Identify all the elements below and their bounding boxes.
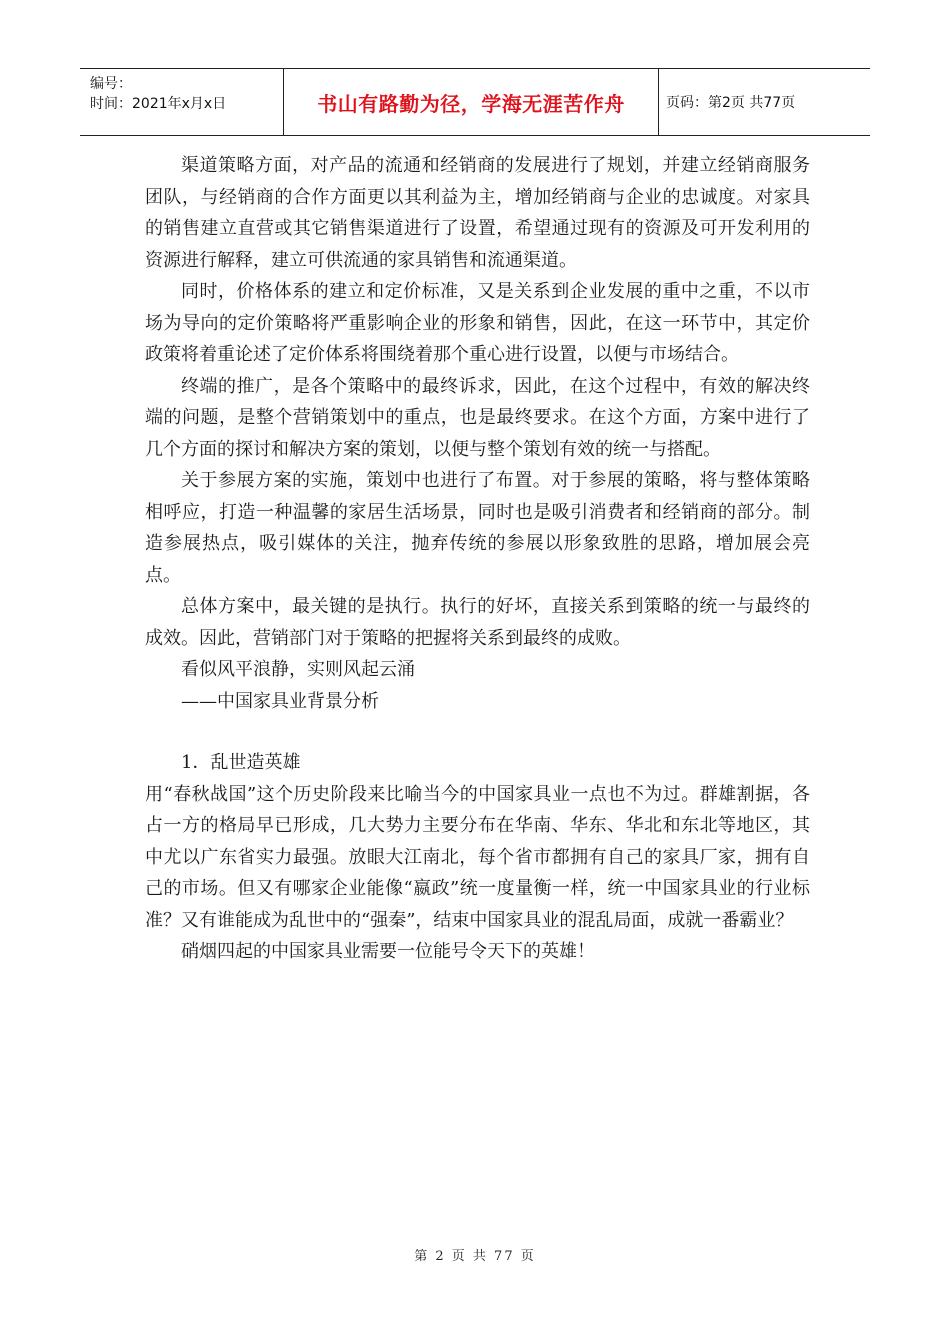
body-paragraph: 总体方案中，最关键的是执行。执行的好坏，直接关系到策略的统一与最终的成效。因此，营销部门对于策略的把握将关系到最终的成败。 (145, 596, 810, 649)
body-paragraph: 同时，价格体系的建立和定价标准，又是关系到企业发展的重中之重，不以市场为导向的定价策略将严重影响企业的形象和销售，因此，在这一环节中，其定价政策将着重论述了定价体系将围绕着那个重心进行设置，以便与市场结合。 (145, 281, 810, 365)
document-body (145, 150, 810, 968)
header-divider (658, 69, 659, 135)
section-paragraph: 硝烟四起的中国家具业需要一位能号令天下的英雄！ (181, 941, 595, 962)
page-header (80, 68, 870, 136)
page-footer: 第 2 页 共 77 页 (414, 1249, 536, 1264)
header-page-info: 页码：第2页 共77页 (666, 95, 796, 111)
subtitle-source: ——中国家具业背景分析 (181, 690, 379, 712)
header-motto: 书山有路勤为径，学海无涯苦作舟 (317, 91, 625, 116)
section-paragraph: 用“春秋战国”这个历史阶段来比喻当今的中国家具业一点也不为过。群雄割据，各占一方的格局早已形成，几大势力主要分布在华南、华东、华北和东北等地区，其中尤以广东省实力最强。放眼大江南北，每个省市都拥有自己的家具厂家，拥有自己的市场。但又有哪家企业能像“嬴政”统一度量衡一样，统一中国家具业的行业标准？又有谁能成为乱世中的“强秦”，结束中国家具业的混乱局面，成就一番霸业？ (145, 783, 810, 931)
spacer (145, 735, 810, 747)
body-paragraph: 渠道策略方面，对产品的流通和经销商的发展进行了规划，并建立经销商服务团队，与经销商的合作方面更以其利益为主，增加经销商与企业的忠诚度。对家具的销售建立直营或其它销售渠道进行了设置，希望通过现有的资源及可开发利用的资源进行解释，建立可供流通的家具销售和流通渠道。 (145, 155, 810, 271)
section-heading: 1．乱世造英雄 (181, 752, 301, 773)
body-paragraph: 关于参展方案的实施，策划中也进行了布置。对于参展的策略，将与整体策略相呼应，打造一种温馨的家居生活场景，同时也是吸引消费者和经销商的部分。制造参展热点，吸引媒体的关注，抛弃传统的参展以形象致胜的思路，增加展会亮点。 (145, 470, 810, 586)
serial-label: 编号： (90, 76, 132, 92)
header-meta (80, 69, 283, 135)
body-paragraph: 终端的推广，是各个策略中的最终诉求，因此，在这个过程中，有效的解决终端的问题，是整个营销策划中的重点，也是最终要求。在这个方面，方案中进行了几个方面的探讨和解决方案的策划，以便与整个策划有效的统一与搭配。 (145, 375, 810, 460)
date-label: 时间：2021年x月x日 (90, 96, 227, 112)
subtitle: 看似风平浪静，实则风起云涌 (181, 659, 415, 680)
spacer (145, 717, 810, 735)
